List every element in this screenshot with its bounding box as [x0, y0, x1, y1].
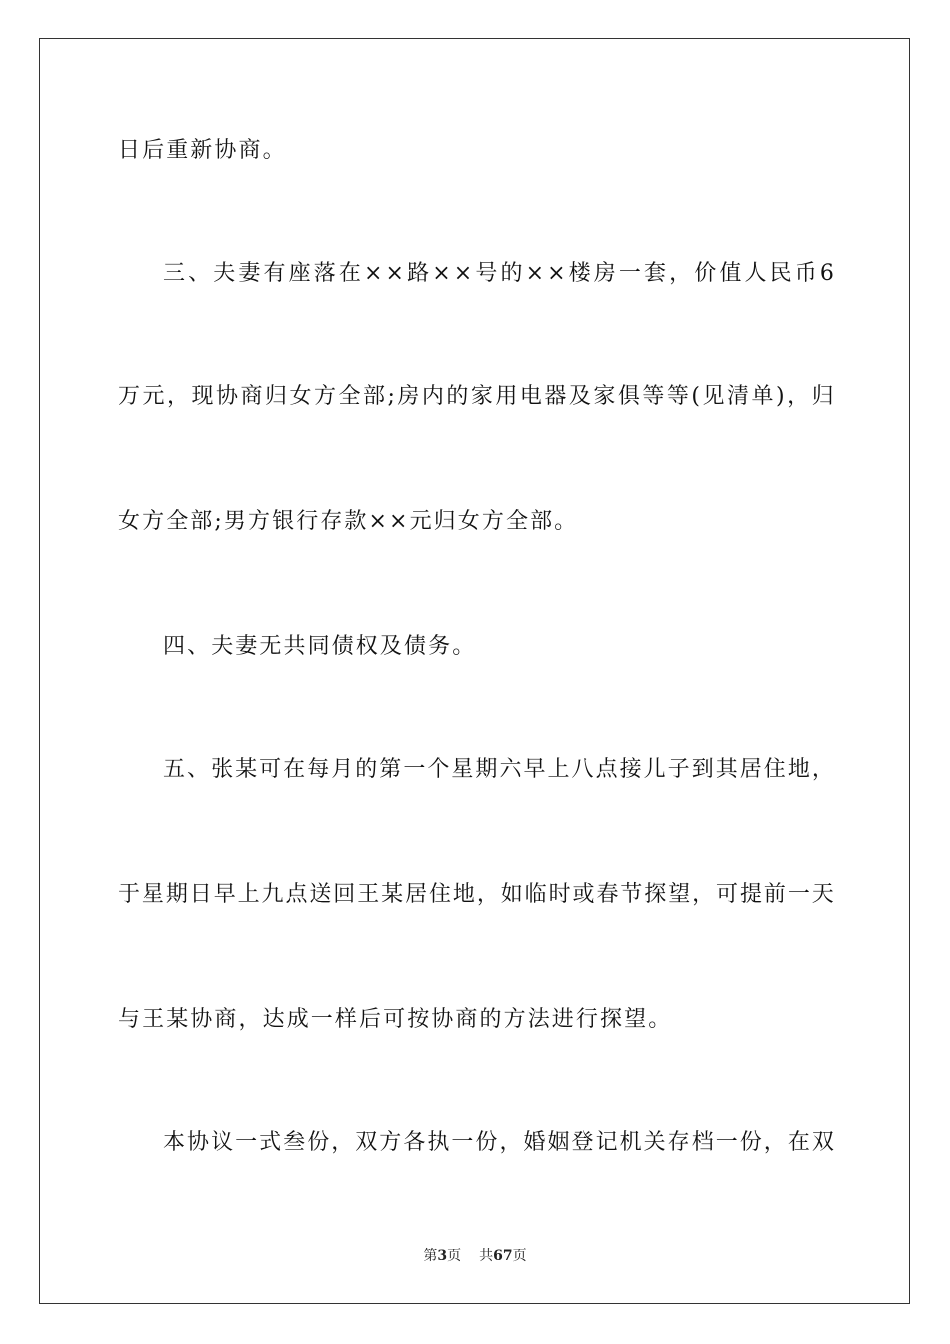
page-frame [39, 38, 910, 1304]
footer-total-prefix: 共 [479, 1248, 494, 1264]
paragraph-line-5: 四、夫妻无共同债权及债务。 [163, 634, 477, 659]
footer-total-suffix: 页 [512, 1248, 527, 1264]
paragraph-line-4: 女方全部;男方银行存款××元归女方全部。 [118, 509, 579, 534]
footer-total-pages: 67 [493, 1248, 513, 1264]
footer-page-prefix: 第 [423, 1248, 438, 1264]
paragraph-line-2: 三 、 夫 妻 有 座 落 在 × × 路 × × 号 的 × × 楼 房 一 套 ， 价 值 人 民 币 6 [163, 261, 834, 286]
paragraph-line-7: 于 星 期 日 早 上 九 点 送 回 王 某 居 住 地 ， 如 临 时 或 春 节 探 望 ， 可 提 前 一 天 [118, 882, 834, 907]
paragraph-line-8: 与王某协商，达成一样后可按协商的方法进行探望。 [118, 1007, 673, 1032]
paragraph-line-9: 本 协 议 一 式 叁 份 ， 双 方 各 执 一 份 ， 婚 姻 登 记 机 关 存 档 一 份 ， 在 双 [163, 1130, 834, 1155]
paragraph-line-3: 万 元 ， 现 协 商 归 女 方 全 部 ; 房 内 的 家 用 电 器 及 家 俱 等 等 ( 见 清 单 ) ， 归 [118, 384, 834, 409]
paragraph-line-1: 日后重新协商。 [118, 138, 287, 163]
footer-page-number: 3 [437, 1248, 448, 1264]
page-footer [0, 1247, 950, 1265]
footer-page-suffix: 页 [447, 1248, 462, 1264]
paragraph-line-6: 五 、 张 某 可 在 每 月 的 第 一 个 星 期 六 早 上 八 点 接 儿 子 到 其 居 住 地 ， [163, 757, 834, 782]
